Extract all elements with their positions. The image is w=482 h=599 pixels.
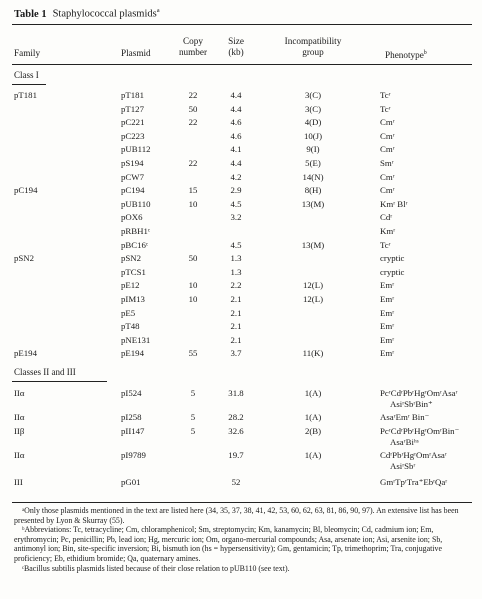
phenotype-cell: PcʳCdʳPbʳHgʳOmʳAsaʳ [380, 388, 458, 398]
table-title [14, 7, 160, 20]
phenotype-cell: Cmʳ [380, 117, 395, 128]
family-cell: pE194 [14, 348, 37, 359]
phenotype-cell-continued: AsaʳBiʰˢ [390, 437, 419, 447]
incompatibility-cell: 13(M) [301, 239, 325, 250]
phenotype-cell: cryptic [380, 266, 405, 277]
section-class-2-3: Classes II and III [14, 367, 76, 377]
incompatibility-cell: 9(I) [306, 144, 320, 155]
footnotes [14, 506, 470, 573]
size-cell: 1.3 [230, 266, 242, 277]
plasmid-cell: pUB112 [121, 144, 151, 155]
family-cell: IIα [14, 412, 25, 422]
header-phenotype-text: Phenotype [385, 50, 424, 61]
size-cell: 4.5 [230, 239, 242, 250]
plasmid-cell: pG01 [121, 477, 141, 487]
plasmid-cell: pS194 [121, 158, 144, 168]
copy-number-cell: 50 [188, 253, 198, 264]
plasmid-cell: pRBH1ᶜ [121, 226, 151, 236]
copy-number-cell: 5 [190, 426, 196, 436]
incompatibility-cell: 1(A) [304, 412, 322, 422]
phenotype-cell: Cmʳ [380, 130, 395, 141]
plasmid-cell: pE194 [121, 348, 144, 359]
plasmid-cell: pNE131 [121, 334, 151, 345]
incompatibility-cell: 1(A) [304, 450, 322, 460]
copy-number-cell: 22 [188, 158, 198, 168]
plasmid-cell: pI9789 [121, 450, 146, 460]
plasmid-cell: pBC16ᶜ [121, 239, 149, 250]
size-cell: 2.1 [230, 321, 242, 332]
table-caption: Staphylococcal plasmids [52, 8, 157, 20]
header-size: Size (kb) [228, 36, 244, 57]
plasmid-cell: pIM13 [121, 294, 145, 304]
top-rule [12, 24, 472, 25]
copy-number-cell: 22 [188, 90, 198, 100]
phenotype-cell: CdʳPbʳHgʳOmʳAsaʳ [380, 450, 447, 460]
size-cell: 4.1 [230, 144, 242, 155]
phenotype-cell: AsaʳEmʳ Bin⁻ [380, 412, 430, 422]
class-1-underline [12, 84, 46, 85]
incompatibility-cell: 13(M) [301, 198, 325, 209]
copy-number-cell: 10 [188, 294, 198, 304]
incompatibility-cell: 1(A) [304, 388, 322, 398]
section-class-1: Class I [14, 70, 39, 80]
plasmid-cell: pT181 [121, 90, 144, 100]
table-label: Table 1 [14, 8, 47, 20]
copy-number-cell: 5 [190, 388, 196, 398]
header-phenotype [385, 48, 427, 61]
incompatibility-cell: 3(C) [304, 90, 322, 100]
size-cell: 2.1 [230, 334, 242, 345]
header-copy-number: Copy number [178, 36, 208, 57]
phenotype-cell: Emʳ [380, 334, 395, 345]
phenotype-cell-continued: AsiʳSbʳ [390, 461, 416, 471]
plasmid-cell: pT127 [121, 103, 144, 114]
plasmid-cell: pSN2 [121, 253, 142, 264]
family-cell: III [14, 477, 23, 487]
family-cell: pT181 [14, 90, 37, 100]
plasmid-cell: pI524 [121, 388, 142, 398]
incompatibility-cell: 2(B) [304, 426, 322, 436]
size-cell: 4.6 [230, 117, 242, 128]
size-cell: 2.2 [230, 280, 242, 291]
incompatibility-cell: 4(D) [304, 117, 322, 128]
plasmid-cell: pTCS1 [121, 266, 146, 277]
incompatibility-cell: 12(L) [302, 294, 324, 304]
caption-footnote-mark: a [156, 7, 160, 14]
phenotype-cell: Cmʳ [380, 185, 395, 196]
family-cell: pC194 [14, 185, 38, 196]
bottom-rule [12, 502, 472, 503]
size-cell: 31.8 [228, 388, 244, 398]
phenotype-cell: Tcʳ [380, 239, 391, 250]
phenotype-cell: Emʳ [380, 321, 395, 332]
phenotype-cell: GmʳTpʳTra⁺EbʳQaʳ [380, 477, 448, 487]
size-cell: 4.4 [230, 90, 242, 100]
family-cell: IIα [14, 450, 25, 460]
phenotype-cell: Cmʳ [380, 144, 395, 155]
phenotype-cell: Tcʳ [380, 90, 391, 100]
size-cell: 1.3 [230, 253, 242, 264]
plasmid-cell: pC194 [121, 185, 145, 196]
copy-number-cell: 50 [188, 103, 198, 114]
header-plasmid: Plasmid [121, 48, 151, 58]
size-cell: 4.2 [230, 171, 242, 182]
phenotype-cell: Emʳ [380, 280, 395, 291]
plasmid-cell: pE12 [121, 280, 140, 291]
incompatibility-cell: 12(L) [302, 280, 324, 291]
size-cell: 2.1 [230, 307, 242, 318]
phenotype-cell: Emʳ [380, 294, 395, 304]
incompatibility-cell: 8(H) [304, 185, 322, 196]
phenotype-cell: Cdʳ [380, 212, 393, 223]
phenotype-cell: PcʳCdʳPbʳHgʳOmʳBin⁻ [380, 426, 460, 436]
plasmid-cell: pC223 [121, 130, 145, 141]
phenotype-footnote-mark: b [423, 50, 427, 56]
size-cell: 4.6 [230, 130, 242, 141]
size-cell: 2.9 [230, 185, 242, 196]
copy-number-cell: 55 [188, 348, 198, 359]
copy-number-cell: 10 [188, 198, 198, 209]
footnote-a: ᵃOnly those plasmids mentioned in the text are listed here (34, 35, 37, 38, 41, 42, 53, 60, 62, 63, 81, 86, 90, 97). An extensive list has been presented by Lyon & Skurray (55). [14, 506, 459, 525]
size-cell: 4.5 [230, 198, 242, 209]
family-cell: pSN2 [14, 253, 35, 264]
incompatibility-cell: 11(K) [302, 348, 324, 359]
header-rule [12, 64, 472, 65]
footnote-c: ᶜBacillus subtilis plasmids listed because of their close relation to pUB110 (see text). [22, 563, 290, 573]
phenotype-cell: Tcʳ [380, 103, 391, 114]
size-cell: 2.1 [230, 294, 242, 304]
size-cell: 52 [231, 477, 241, 487]
size-cell: 3.2 [230, 212, 242, 223]
copy-number-cell: 15 [188, 185, 198, 196]
size-cell: 19.7 [228, 450, 244, 460]
class-2-3-underline [12, 381, 107, 382]
family-cell: IIα [14, 388, 25, 398]
phenotype-cell: Kmʳ Blʳ [380, 198, 408, 209]
size-cell: 3.7 [230, 348, 242, 359]
header-incompatibility: Incompatibility group [284, 36, 342, 57]
plasmid-cell: pOX6 [121, 212, 143, 223]
incompatibility-cell: 5(E) [305, 158, 321, 168]
incompatibility-cell: 10(J) [303, 130, 323, 141]
copy-number-cell: 5 [190, 412, 196, 422]
header-family: Family [14, 48, 41, 58]
phenotype-cell-continued: AsiʳSbʳBin⁺ [390, 399, 433, 409]
plasmid-cell: pC221 [121, 117, 145, 128]
plasmid-cell: pI258 [121, 412, 142, 422]
phenotype-cell: Emʳ [380, 348, 395, 359]
copy-number-cell: 10 [188, 280, 198, 291]
plasmid-cell: pT48 [121, 321, 140, 332]
plasmid-cell: pII147 [121, 426, 145, 436]
phenotype-cell: cryptic [380, 253, 405, 264]
family-cell: IIβ [14, 426, 25, 436]
size-cell: 4.4 [230, 158, 242, 168]
size-cell: 4.4 [230, 103, 242, 114]
phenotype-cell: Cmʳ [380, 171, 395, 182]
phenotype-cell: Kmʳ [380, 226, 396, 236]
incompatibility-cell: 14(N) [302, 171, 324, 182]
size-cell: 28.2 [228, 412, 244, 422]
incompatibility-cell: 3(C) [304, 103, 322, 114]
footnote-b: ᵇAbbreviations: Tc, tetracycline; Cm, chloramphenicol; Sm, streptomycin; Km, kanamycin; Bl, bleomycin; Cd, cadmium ion; Em, erythromycin; Pc, penicillin; Pb, lead ion; Hg, mercuric ion; Om, organo-mercurial compounds; Asa, arsenate ion; Asi, arsenite ion; Sb, antimonyl ion; Bin, site-specific inversion; Bi, bismuth ion (hs = hypersensitivity); Gm, gentamicin; Tp, trimethoprim; Tra, conjugative proficiency; Eb, ethidium bromide; Qa, quaternary amines. [14, 525, 443, 563]
plasmid-cell: pUB110 [121, 198, 151, 209]
phenotype-cell: Smʳ [380, 158, 394, 168]
copy-number-cell: 22 [188, 117, 198, 128]
plasmid-cell: pCW7 [121, 171, 144, 182]
size-cell: 32.6 [228, 426, 244, 436]
plasmid-cell: pE5 [121, 307, 136, 318]
phenotype-cell: Emʳ [380, 307, 395, 318]
